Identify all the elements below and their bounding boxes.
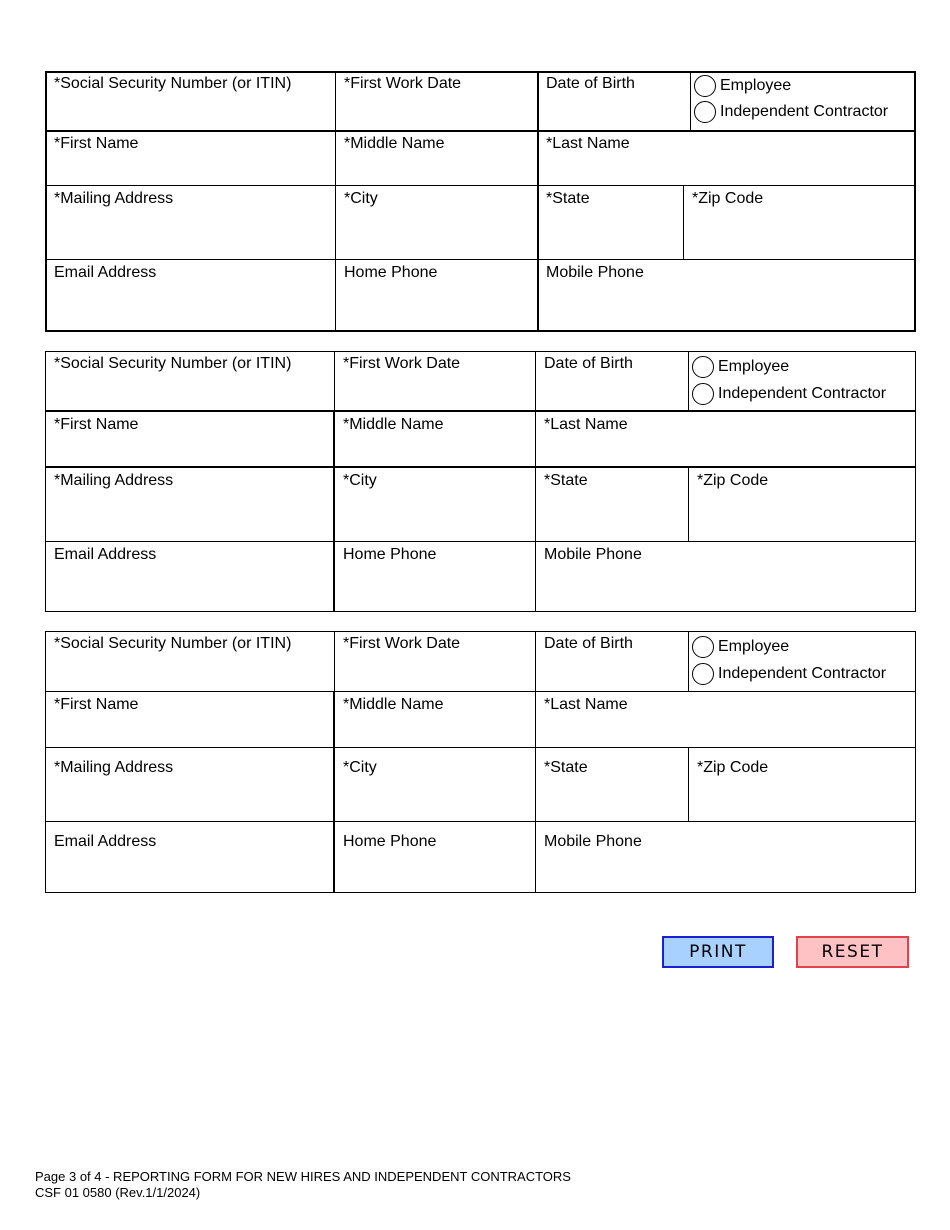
ssn-label: *Social Security Number (or ITIN) <box>54 75 292 92</box>
city-label: *City <box>344 190 378 207</box>
mailing-address-field[interactable] <box>45 186 335 259</box>
state-label: *State <box>546 190 590 207</box>
worker-type-radio-group <box>692 356 914 411</box>
ssn-label: *Social Security Number (or ITIN) <box>54 355 292 372</box>
last-name-field[interactable] <box>535 692 915 747</box>
state-label: *State <box>544 759 588 776</box>
independent-contractor-radio-button[interactable] <box>692 663 714 685</box>
independent-contractor-radio-button[interactable] <box>694 101 716 123</box>
employee-radio-button[interactable] <box>692 356 714 378</box>
mailing-address-label: *Mailing Address <box>54 190 174 207</box>
reset-button[interactable]: RESET <box>796 936 909 968</box>
mailing-address-label: *Mailing Address <box>54 759 174 776</box>
ssn-field[interactable] <box>45 631 334 691</box>
city-label: *City <box>343 472 377 489</box>
mobile-phone-label: Mobile Phone <box>544 833 642 850</box>
independent-contractor-radio-label: Independent Contractor <box>718 385 887 402</box>
mobile-phone-field[interactable] <box>535 542 915 611</box>
independent-contractor-radio-option[interactable] <box>692 383 886 405</box>
first-name-label: *First Name <box>54 696 139 713</box>
footer-form-number: CSF 01 0580 (Rev.1/1/2024) <box>35 1185 201 1200</box>
home-phone-label: Home Phone <box>343 833 437 850</box>
worker-type-radio-group <box>692 636 914 691</box>
state-label: *State <box>544 472 588 489</box>
mailing-address-field[interactable] <box>45 468 334 541</box>
middle-name-field[interactable] <box>334 412 535 466</box>
first-work-date-label: *First Work Date <box>344 75 462 92</box>
first-work-date-label: *First Work Date <box>343 635 461 652</box>
first-name-field[interactable] <box>45 692 334 747</box>
state-field[interactable] <box>537 186 683 259</box>
print-button[interactable]: PRINT <box>662 936 774 968</box>
mobile-phone-label: Mobile Phone <box>546 264 644 281</box>
last-name-label: *Last Name <box>544 416 628 433</box>
zip-code-field[interactable] <box>688 468 915 541</box>
mobile-phone-label: Mobile Phone <box>544 546 642 563</box>
ssn-field[interactable] <box>45 71 335 130</box>
zip-code-field[interactable] <box>683 186 914 259</box>
first-name-field[interactable] <box>45 412 334 466</box>
last-name-field[interactable] <box>537 131 914 185</box>
zip-code-label: *Zip Code <box>692 190 764 207</box>
mailing-address-field[interactable] <box>45 755 334 821</box>
employee-radio-label: Employee <box>718 638 790 655</box>
city-field[interactable] <box>334 468 535 541</box>
city-field[interactable] <box>334 755 535 821</box>
date-of-birth-field[interactable] <box>535 631 688 691</box>
first-work-date-field[interactable] <box>334 631 535 691</box>
middle-name-label: *Middle Name <box>344 135 445 152</box>
employee-radio-label: Employee <box>720 77 792 94</box>
middle-name-label: *Middle Name <box>343 416 444 433</box>
email-address-label: Email Address <box>54 264 157 281</box>
email-address-label: Email Address <box>54 833 157 850</box>
last-name-field[interactable] <box>535 412 915 466</box>
new-hire-block-1 <box>45 71 916 332</box>
independent-contractor-radio-option[interactable] <box>692 663 886 685</box>
email-address-field[interactable] <box>45 829 333 892</box>
employee-radio-label: Employee <box>718 358 790 375</box>
email-address-field[interactable] <box>45 260 335 330</box>
first-work-date-field[interactable] <box>335 71 537 130</box>
employee-radio-button[interactable] <box>692 636 714 658</box>
ssn-label: *Social Security Number (or ITIN) <box>54 635 292 652</box>
new-hire-block-3 <box>45 631 916 893</box>
zip-code-label: *Zip Code <box>697 759 769 776</box>
state-field[interactable] <box>535 468 688 541</box>
middle-name-field[interactable] <box>334 692 535 747</box>
home-phone-field[interactable] <box>334 829 535 892</box>
email-address-label: Email Address <box>54 546 157 563</box>
independent-contractor-radio-option[interactable] <box>694 101 888 123</box>
first-work-date-field[interactable] <box>334 351 535 410</box>
mobile-phone-field[interactable] <box>535 829 915 892</box>
zip-code-label: *Zip Code <box>697 472 769 489</box>
employee-radio-option[interactable] <box>692 356 789 378</box>
first-work-date-label: *First Work Date <box>343 355 461 372</box>
independent-contractor-radio-label: Independent Contractor <box>720 103 889 120</box>
date-of-birth-label: Date of Birth <box>544 635 633 652</box>
first-name-label: *First Name <box>54 416 139 433</box>
mailing-address-label: *Mailing Address <box>54 472 174 489</box>
employee-radio-option[interactable] <box>694 75 791 97</box>
ssn-field[interactable] <box>45 351 334 410</box>
date-of-birth-field[interactable] <box>537 71 690 130</box>
city-label: *City <box>343 759 377 776</box>
state-field[interactable] <box>535 755 688 821</box>
independent-contractor-radio-button[interactable] <box>692 383 714 405</box>
home-phone-field[interactable] <box>335 260 537 330</box>
employee-radio-option[interactable] <box>692 636 789 658</box>
zip-code-field[interactable] <box>688 755 915 821</box>
date-of-birth-label: Date of Birth <box>546 75 635 92</box>
footer-page-info: Page 3 of 4 - REPORTING FORM FOR NEW HIRES AND INDEPENDENT CONTRACTORS <box>35 1169 571 1184</box>
city-field[interactable] <box>335 186 537 259</box>
last-name-label: *Last Name <box>544 696 628 713</box>
employee-radio-button[interactable] <box>694 75 716 97</box>
middle-name-label: *Middle Name <box>343 696 444 713</box>
first-name-label: *First Name <box>54 135 139 152</box>
new-hire-block-2 <box>45 351 916 612</box>
home-phone-label: Home Phone <box>343 546 437 563</box>
first-name-field[interactable] <box>45 131 335 185</box>
worker-type-radio-group <box>694 75 914 130</box>
middle-name-field[interactable] <box>335 131 537 185</box>
mobile-phone-field[interactable] <box>537 260 914 330</box>
date-of-birth-field[interactable] <box>535 351 688 410</box>
email-address-field[interactable] <box>45 542 333 611</box>
date-of-birth-label: Date of Birth <box>544 355 633 372</box>
home-phone-label: Home Phone <box>344 264 438 281</box>
home-phone-field[interactable] <box>334 542 535 611</box>
independent-contractor-radio-label: Independent Contractor <box>718 665 887 682</box>
last-name-label: *Last Name <box>546 135 630 152</box>
